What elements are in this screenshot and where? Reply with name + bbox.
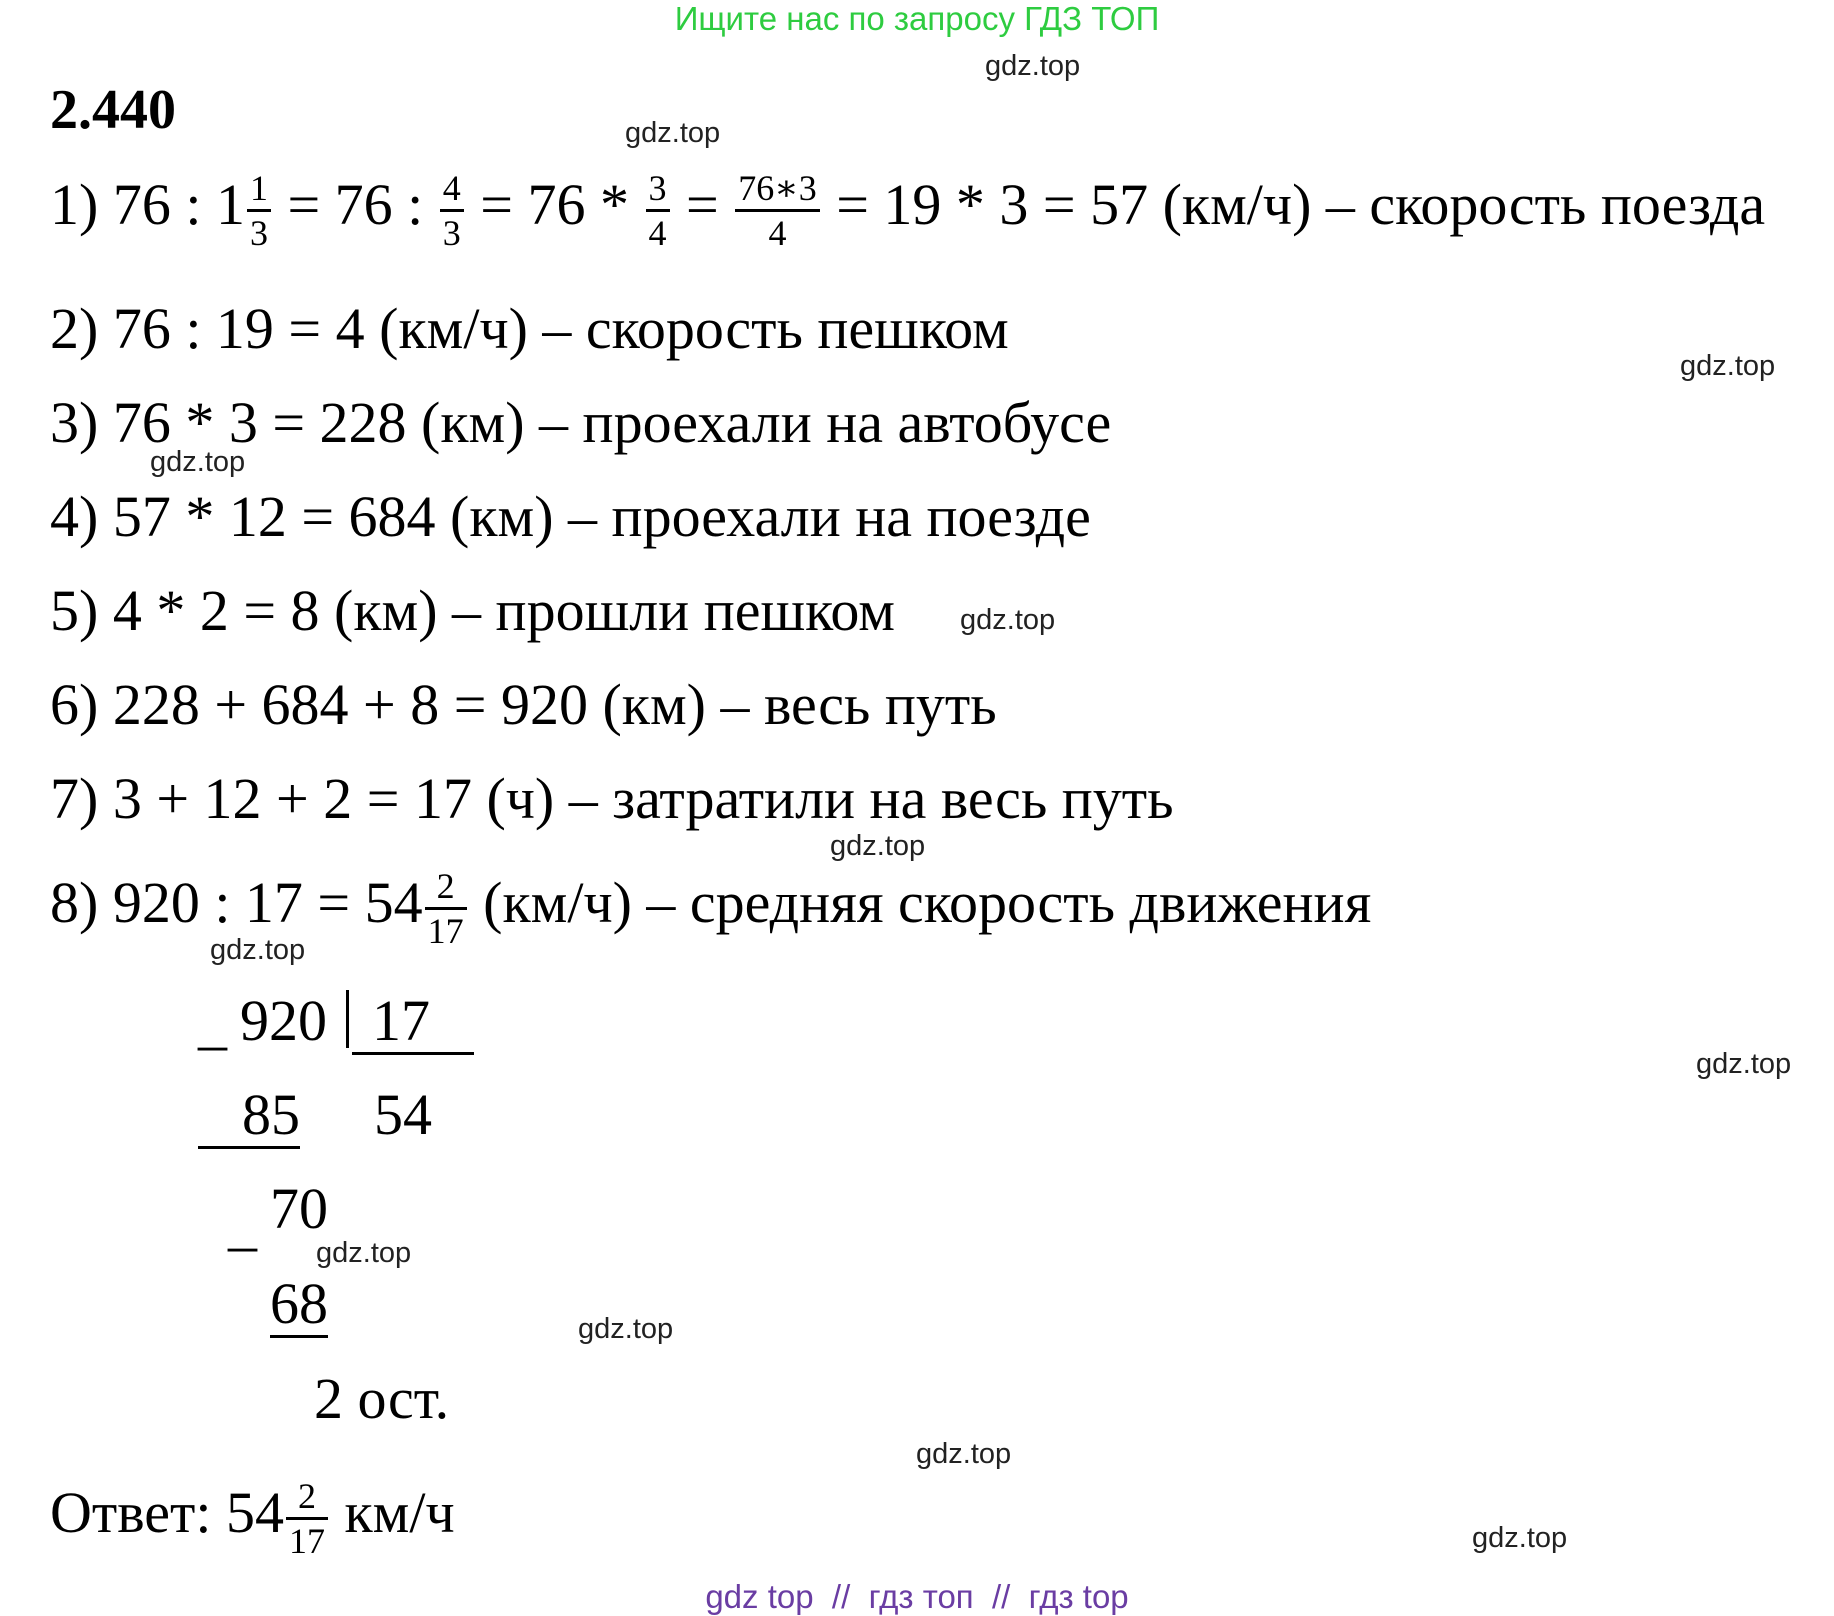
answer	[50, 1478, 455, 1559]
solution-step-6: 6) 228 + 684 + 8 = 920 (км) – весь путь	[50, 672, 997, 737]
division-subtrahend-2: 68	[270, 1271, 328, 1336]
exercise-number: 2.440	[50, 79, 176, 141]
watermark: gdz.top	[985, 50, 1081, 82]
step-number: 1)	[50, 171, 99, 237]
watermark: gdz.top	[1680, 350, 1776, 382]
step-expression: 76 : 1	[112, 171, 245, 237]
division-subtrahend-1: 85	[198, 1086, 300, 1149]
watermark: gdz.top	[1472, 1522, 1568, 1554]
fraction: $\frac{76∗3}{4}$	[735, 170, 819, 251]
step-expression: =	[686, 171, 719, 237]
watermark: gdz.top	[830, 830, 926, 862]
division-remainder-1: 70	[270, 1176, 328, 1241]
solution-step-5: 5) 4 * 2 = 8 (км) – прошли пешком	[50, 578, 895, 643]
watermark: gdz.top	[578, 1313, 674, 1345]
division-minus: _	[198, 991, 227, 1056]
solution-step-7: 7) 3 + 12 + 2 = 17 (ч) – затратили на весь путь	[50, 766, 1174, 831]
watermark: gdz.top	[316, 1237, 412, 1269]
solution-step-3: 3) 76 * 3 = 228 (км) – проехали на автобусе	[50, 390, 1112, 455]
mixed-fraction: $\frac{1}{3}$	[247, 170, 271, 251]
site-banner: Ищите нас по запросу ГДЗ ТОП	[674, 0, 1160, 37]
fraction: $\frac{4}{3}$	[440, 170, 464, 251]
watermark: gdz.top	[625, 117, 721, 149]
step-result: = 19 * 3 = 57 (км/ч) – скорость поезда	[836, 171, 1766, 237]
step-expression: 8) 920 : 17 = 54	[50, 869, 423, 935]
solution-step-4: 4) 57 * 12 = 684 (км) – проехали на поезде	[50, 484, 1091, 549]
fraction: $\frac{3}{4}$	[646, 170, 670, 251]
answer-label: Ответ: 54	[50, 1479, 284, 1545]
division-quotient: 54	[374, 1082, 432, 1147]
watermark: gdz.top	[210, 934, 306, 966]
step-result: (км/ч) – средняя скорость движения	[483, 869, 1372, 935]
division-bar	[346, 990, 349, 1048]
division-divisor: 17	[352, 992, 474, 1055]
step-expression: = 76 :	[287, 171, 424, 237]
solution-step-1	[50, 170, 1765, 251]
step-expression: = 76 *	[480, 171, 629, 237]
site-footer: gdz top // гдз топ // гдз top	[705, 1578, 1129, 1615]
solution-step-2: 2) 76 : 19 = 4 (км/ч) – скорость пешком	[50, 296, 1009, 361]
watermark: gdz.top	[916, 1438, 1012, 1470]
watermark: gdz.top	[1696, 1048, 1792, 1080]
division-remainder: 2 ост.	[314, 1366, 450, 1431]
watermark: gdz.top	[150, 446, 246, 478]
fraction: $\frac{2}{17}$	[286, 1478, 328, 1559]
division-minus: _	[228, 1192, 257, 1257]
division-dividend: 920	[240, 988, 327, 1053]
answer-unit: км/ч	[344, 1479, 455, 1545]
fraction: $\frac{2}{17}$	[425, 868, 467, 949]
watermark: gdz.top	[960, 604, 1056, 636]
